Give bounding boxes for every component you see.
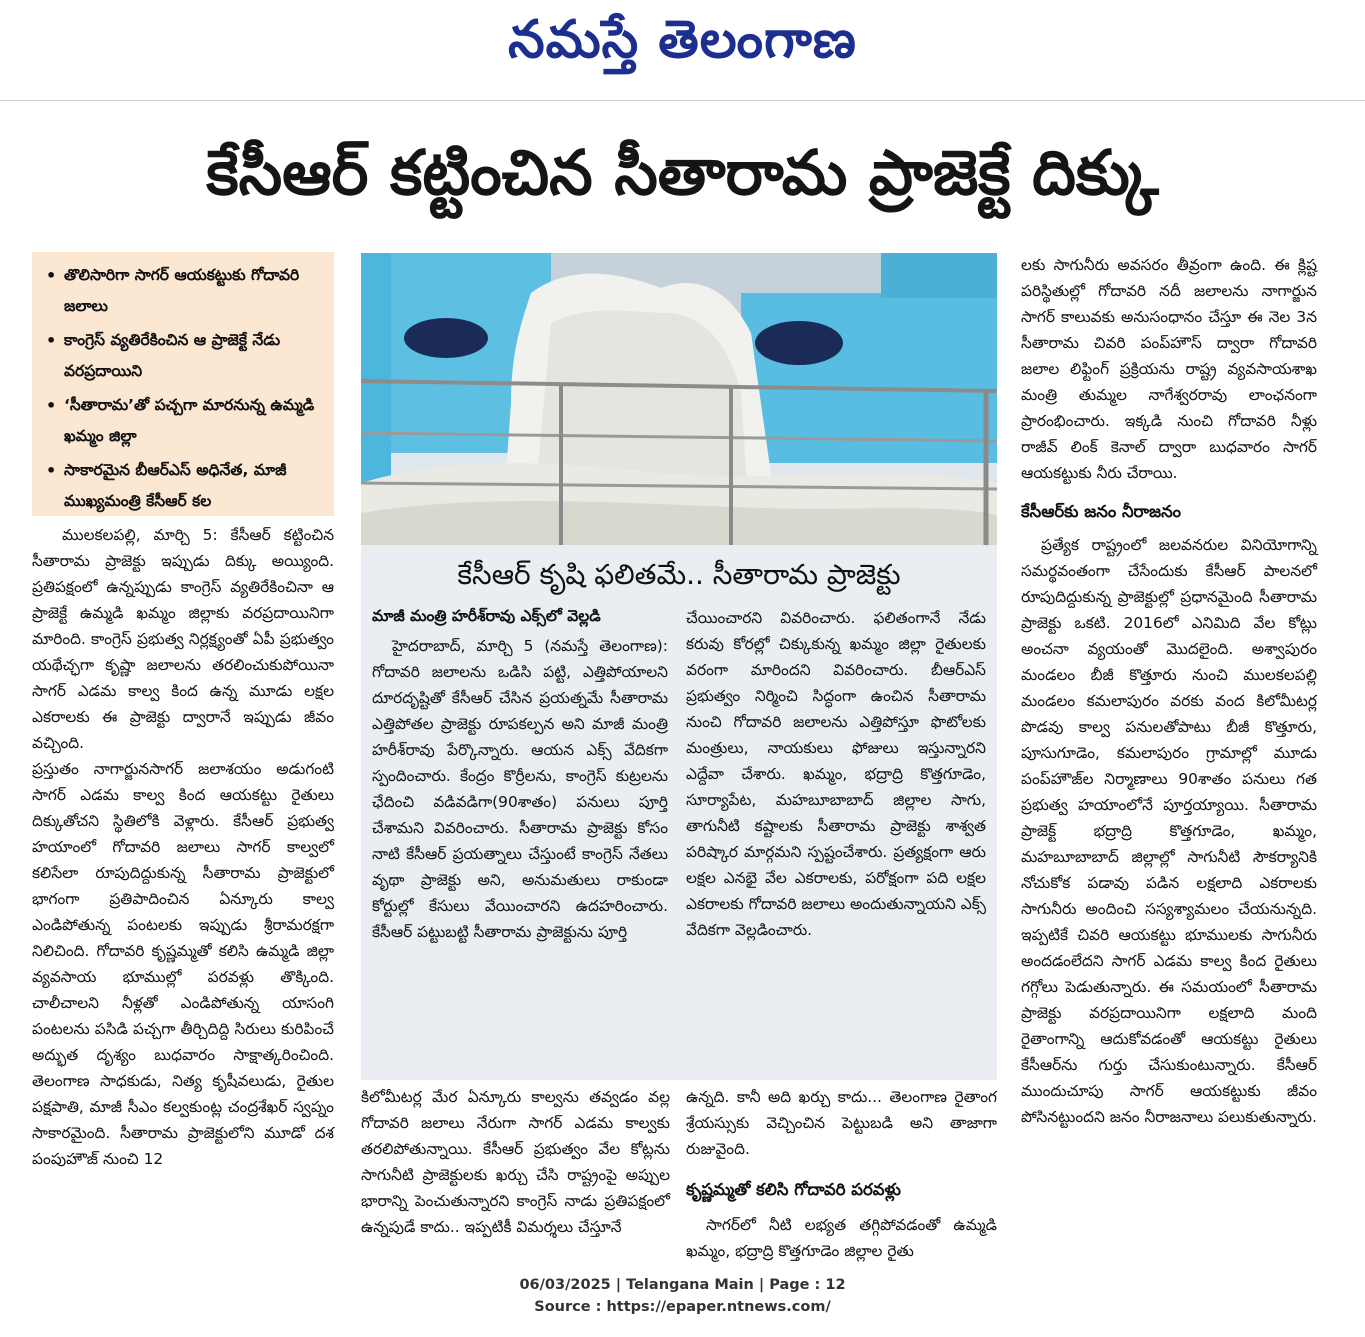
article-paragraph: సాగర్‌లో నీటి లభ్యత తగ్గిపోవడంతో ఉమ్మడి ఖమ్మం, భద్రాద్రి కొత్తగూడెం జిల్లాల రైతు	[686, 1216, 997, 1260]
bullet-icon: •	[46, 396, 57, 415]
sidebar-story-credit: మాజీ మంత్రి హరీశ్‌రావు ఎక్స్‌లో వెల్లడి	[372, 607, 601, 625]
highlight-item	[46, 455, 324, 517]
article-paragraph: ఉన్నది. కానీ అది ఖర్చు కాదు... తెలంగాణ రైతాంగ శ్రేయస్సుకు వెచ్చించిన పెట్టుబడి అని తాజాగా రుజువైంది.	[686, 1088, 997, 1158]
article-paragraph: లకు సాగునీరు అవసరం తీవ్రంగా ఉంది. ఈ క్లిష్ట పరిస్థితుల్లో గోదావరి నదీ జలాలను నాగార్జున సాగర్ కాలువకు అనుసంధానం చేస్తూ ఈ నెల 3న సీతారామ చివరి పంప్‌హౌస్ ద్వారా గోదావరి జలాల లిఫ్టింగ్ ప్రక్రియను రాష్ట్ర వ్యవసాయశాఖ మంత్రి తుమ్మల నాగేశ్వరరావు లాంఛనంగా ప్రారంభించారు. ఇక్కడి నుంచి గోదావరి నీళ్లు రాజీవ్ లింక్ కెనాల్ ద్వారా బుధవారం సాగర్ ఆయకట్టుకు నీరు చేరాయి.	[1021, 256, 1317, 482]
headline: కేసీఆర్ కట్టించిన సీతారామ ప్రాజెక్టే దిక్కు	[206, 136, 1159, 209]
bullet-icon: •	[46, 331, 57, 350]
footer-date-line: 06/03/2025 | Telangana Main | Page : 12	[519, 1277, 846, 1293]
highlight-text: తొలిసారిగా సాగర్ ఆయకట్టుకు గోదావరి జలాలు	[64, 266, 300, 315]
highlight-item	[46, 390, 324, 452]
bullet-icon: •	[46, 461, 57, 480]
highlight-text: సాకారమైన బీఆర్ఎస్ అధినేత, మాజీ ముఖ్యమంత్రి కేసీఆర్ కల	[64, 461, 287, 510]
section-heading: కృష్ణమ్మతో కలిసి గోదావరి పరవళ్లు	[686, 1180, 901, 1199]
masthead-logo: నమస్తే తెలంగాణ	[508, 10, 857, 70]
footer-source-line[interactable]: Source : https://epaper.ntnews.com/	[534, 1299, 831, 1315]
highlight-item	[46, 260, 324, 322]
sidebar-story-title: కేసీఆర్ కృషి ఫలితమే.. సీతారామ ప్రాజెక్టు	[457, 558, 901, 591]
article-paragraph: ప్రత్యేక రాష్ట్రంలో జలవనరుల వినియోగాన్ని సమర్థవంతంగా చేసేందుకు కేసీఆర్ పాలనలో రూపుదిద్దుకున్న ప్రాజెక్టుల్లో ప్రధానమైంది సీతారామ ప్రాజెక్టు ఒకటి. 2016లో ఎనిమిది వేల కోట్లు అంచనా వ్యయంతో మొదలైంది. అశ్వాపురం మండలం బీజీ కొత్తూరు నుంచి ములకలపల్లి మండలం కమలాపురం వరకు వంద కిలోమీటర్ల పొడవు కాల్వ పనులతోపాటు బీజీ కొత్తూరు, పూసుగూడెం, కమలాపురం గ్రామాల్లో మూడు పంప్‌హౌజ్‌ల నిర్మాణాలు 90శాతం పనులు గత ప్రభుత్వ హయాంలోనే పూర్తయ్యాయి. సీతారామ ప్రాజెక్ట్ భద్రాద్రి కొత్తగూడెం, ఖమ్మం, మహబూబాబాద్ జిల్లాల్లో సాగునీటి సౌకర్యానికి నోచుకోక పడావు పడిన లక్షలాది ఎకరాలకు సాగునీరు అందించి సస్యశ్యామలం చేయనున్నది. ఇప్పటికే చివరి ఆయకట్టు భూములకు సాగునీరు అందడంలేదని సాగర్ ఎడమ కాల్వ కింద రైతులు గగ్గోలు పెడుతున్నారు. ఈ సమయంలో సీతారామ ప్రాజెక్టు వరప్రదాయినిగా లక్షలాది మంది రైతాంగాన్ని ఆదుకోవడంతో ఆయకట్టు రైతులు కేసీఆర్‌ను గుర్తు చేసుకుంటున్నారు. కేసీఆర్ ముందుచూపు సాగర్ ఆయకట్టుకు జీవం పోసినట్టుందని జనం నీరాజనాలు పలుకుతున్నారు.	[1021, 536, 1317, 1126]
dam-water-photo	[361, 253, 997, 545]
sidebar-story-column-1	[372, 633, 668, 1061]
section-heading: కేసీఆర్‌కు జనం నీరాజనం	[1021, 502, 1182, 521]
highlight-text: కాంగ్రెస్ వ్యతిరేకించిన ఆ ప్రాజెక్టే నేడు వరప్రదాయిని	[64, 331, 281, 380]
article-paragraph: కిలోమీటర్ల మేర ఏన్కూరు కాల్వను తవ్వడం వల్ల గోదావరి జలాలు నేరుగా సాగర్ ఎడమ కాల్వకు తరలిపోతున్నాయి. కేసీఆర్ ప్రభుత్వం వేల కోట్లను సాగునీటి ప్రాజెక్టులకు ఖర్చు చేసి రాష్ట్రంపై అప్పుల భారాన్ని పెంచుతున్నారని కాంగ్రెస్ నాడు ప్రతిపక్షంలో ఉన్నపుడే కాదు.. ఇప్పటికీ విమర్శలు చేస్తూనే	[361, 1088, 670, 1236]
article-paragraph: ప్రస్తుతం నాగార్జునసాగర్ జలాశయం అడుగంటి సాగర్ ఎడమ కాల్వ కింద ఆయకట్టు రైతులు దిక్కుతోచని స్థితిలోకి వెళ్లారు. కేసీఆర్ ప్రభుత్వ హయాంలో గోదావరి జలాలు సాగర్ కాల్వలో కలిసేలా రూపుదిద్దుకున్న సీతారామ ప్రాజెక్టులో భాగంగా ప్రతిపాదించిన ఏన్కూరు కాల్వ ఎండిపోతున్న పంటలకు ఇప్పుడు శ్రీరామరక్షగా నిలిచింది. గోదావరి కృష్ణమ్మతో కలిసి ఉమ్మడి జిల్లా వ్యవసాయ భూముల్లో పరవళ్లు తొక్కింది. చాలీచాలని నీళ్లతో ఎండిపోతున్న యాసంగి పంటలను పసిడి పచ్చగా తీర్చిదిద్ది సిరులు కురిపించే అద్భుత దృశ్యం బుధవారం సాక్షాత్కరించింది. తెలంగాణ సాధకుడు, నిత్య కృషీవలుడు, రైతుల పక్షపాతి, మాజీ సీఎం కల్వకుంట్ల చంద్రశేఖర్ స్వప్నం సాకారమైంది. సీతారామ ప్రాజెక్టులోని మూడో దశ పంపుహౌజ్ నుంచి 12	[32, 760, 334, 1168]
page-footer	[0, 1274, 1365, 1318]
right-article-column	[1021, 252, 1317, 1250]
sidebar-story-column-2	[686, 605, 986, 1061]
article-paragraph: హైదరాబాద్, మార్చి 5 (నమస్తే తెలంగాణ): గోదావరి జలాలను ఒడిసి పట్టి, ఎత్తిపోయాలని దూరదృష్టితో కేసీఆర్ చేసిన ప్రయత్నమే సీతారామ ఎత్తిపోతల ప్రాజెక్టు రూపకల్పన అని మాజీ మంత్రి హరీశ్‌రావు పేర్కొన్నారు. ఆయన ఎక్స్ వేదికగా స్పందించారు. కేంద్రం కొర్రీలను, కాంగ్రెస్ కుట్రలను ఛేదించి వడివడిగా(90శాతం) పనులు పూర్తి చేశామని వివరించారు. సీతారామ ప్రాజెక్టు కోసం నాటి కేసీఆర్ ప్రయత్నాలు చేస్తుంటే కాంగ్రెస్ నేతలు వృథా ప్రాజెక్టు అని, అనుమతులు రాకుండా కోర్టుల్లో కేసులు వేయించారని ఉదహరించారు. కేసీఆర్ పట్టుబట్టి సీతారామ ప్రాజెక్టును పూర్తి	[372, 637, 668, 941]
middle-bottom-column-2	[686, 1084, 997, 1260]
highlight-text: ‘సీతారామ’తో పచ్చగా మారనున్న ఉమ్మడి ఖమ్మం జిల్లా	[64, 396, 315, 445]
bullet-icon: •	[46, 266, 57, 285]
masthead-divider	[0, 100, 1365, 101]
left-article-column	[32, 522, 334, 1250]
highlights-box	[32, 252, 334, 516]
article-paragraph: ములకలపల్లి, మార్చి 5: కేసీఆర్ కట్టించిన సీతారామ ప్రాజెక్టు ఇప్పుడు దిక్కు అయ్యింది. ప్రతిపక్షంలో ఉన్నప్పుడు కాంగ్రెస్ వ్యతిరేకించినా ఆ ప్రాజెక్టే ఉమ్మడి ఖమ్మం జిల్లాకు వరప్రదాయినిగా మారింది. కాంగ్రెస్ ప్రభుత్వ నిర్లక్ష్యంతో ఏపీ ప్రభుత్వం యథేచ్ఛగా కృష్ణా జలాలను తరలించుకుపోయినా సాగర్ ఎడమ కాల్వ కింద ఉన్న మూడు లక్షల ఎకరాలకు ఈ ప్రాజెక్టు ద్వారానే ఇప్పుడు జీవం వచ్చింది.	[32, 526, 334, 752]
article-paragraph: చేయించారని వివరించారు. ఫలితంగానే నేడు కరువు కోరల్లో చిక్కుకున్న ఖమ్మం జిల్లా రైతులకు వరంగా మారిందని వివరించారు. బీఆర్ఎస్ ప్రభుత్వం నిర్మించి సిద్ధంగా ఉంచిన సీతారామ నుంచి గోదావరి జలాలను ఎత్తిపోస్తూ ఫొటోలకు మంత్రులు, నాయకులు ఫోజులు ఇస్తున్నారని ఎద్దేవా చేశారు. ఖమ్మం, భద్రాద్రి కొత్తగూడెం, సూర్యాపేట, మహబూబాబాద్ జిల్లాల సాగు, తాగునీటి కష్టాలకు సీతారామ ప్రాజెక్టు శాశ్వత పరిష్కార మార్గమని స్పష్టంచేశారు. ప్రత్యక్షంగా ఆరు లక్షల ఎనభై వేల ఎకరాలకు, పరోక్షంగా పది లక్షల ఎకరాలకు గోదావరి జలాలు అందుతున్నాయని ఎక్స్ వేదికగా వెల్లడించారు.	[686, 609, 986, 939]
highlight-item	[46, 325, 324, 387]
middle-bottom-column-1	[361, 1084, 670, 1250]
photo-illustration	[361, 253, 997, 545]
